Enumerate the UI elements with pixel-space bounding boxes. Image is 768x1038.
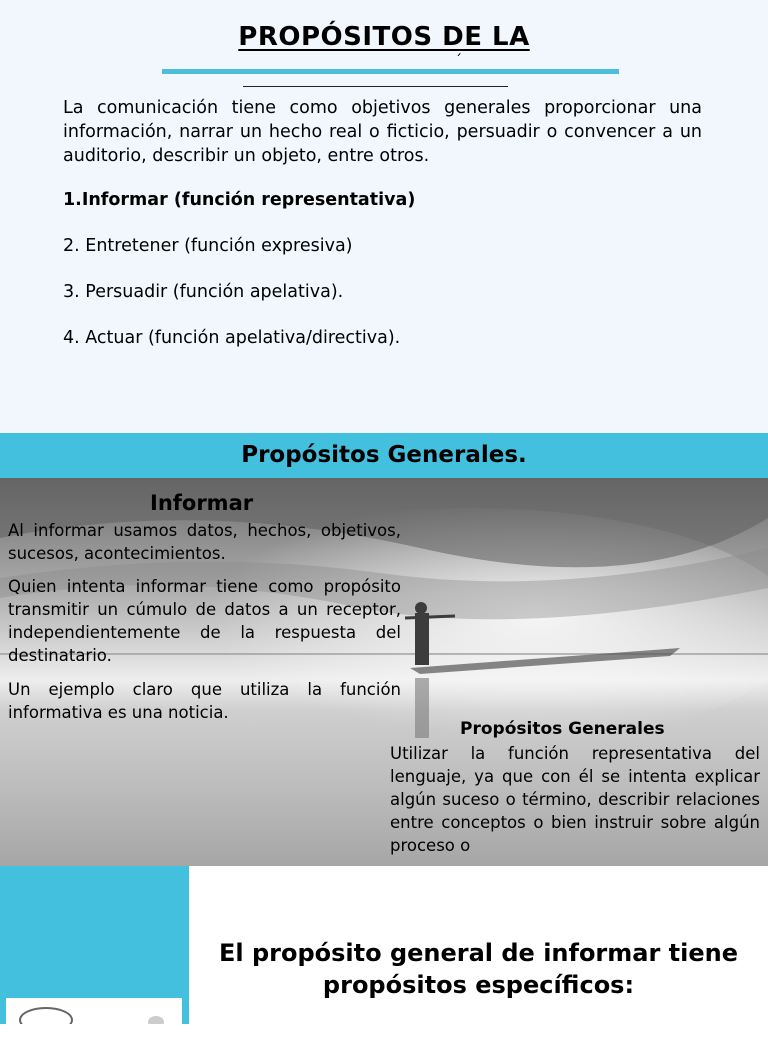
slide-title-text: PROPÓSITOS DE LA	[238, 22, 530, 52]
list-item: 3. Persuadir (función apelativa).	[63, 282, 344, 302]
intro-paragraph: La comunicación tiene como objetivos generales proporcionar una información, narrar un hecho real o ficticio, persuadir o convencer a un auditorio, describir un objeto, entre otros.	[63, 98, 702, 166]
logo-image	[6, 998, 182, 1038]
slide-header-band	[0, 433, 768, 478]
slide-propositos	[0, 0, 768, 433]
section-heading: Informar	[150, 491, 254, 515]
slide-title-line: propósitos específicos:	[322, 971, 635, 999]
list-item: 2. Entretener (función expresiva)	[63, 236, 353, 256]
sub-paragraph: Utilizar la función representativa del lenguaje, ya que con él se intenta explicar algún suceso o término, describir relaciones entre conceptos o bien instruir sobre algún proceso o	[390, 744, 760, 855]
slide-propositos-especificos	[0, 866, 768, 1024]
slide-title-line: El propósito general de informar tiene	[218, 939, 739, 967]
slide-title	[189, 937, 768, 1001]
title-accent-fragment: ´	[455, 53, 462, 69]
paragraph: Al informar usamos datos, hechos, objetivos, sucesos, acontecimientos.	[8, 521, 401, 563]
slide-header-title: Propósitos Generales.	[241, 442, 527, 468]
title-underline	[243, 86, 508, 87]
paragraph: Un ejemplo claro que utiliza la función informativa es una noticia.	[8, 680, 401, 722]
title-accent-bar	[162, 69, 619, 74]
list-item: 4. Actuar (función apelativa/directiva).	[63, 328, 401, 348]
slide-title	[0, 22, 768, 52]
list-item: 1.Informar (función representativa)	[63, 190, 416, 210]
logo-icon	[6, 998, 182, 1024]
slide-propositos-generales	[0, 433, 768, 866]
subheading: Propósitos Generales	[460, 719, 665, 739]
paragraph: Quien intenta informar tiene como propósito transmitir un cúmulo de datos a un receptor, independientemente de la respuesta del destinatario.	[8, 577, 401, 665]
side-accent-panel	[0, 866, 189, 1024]
